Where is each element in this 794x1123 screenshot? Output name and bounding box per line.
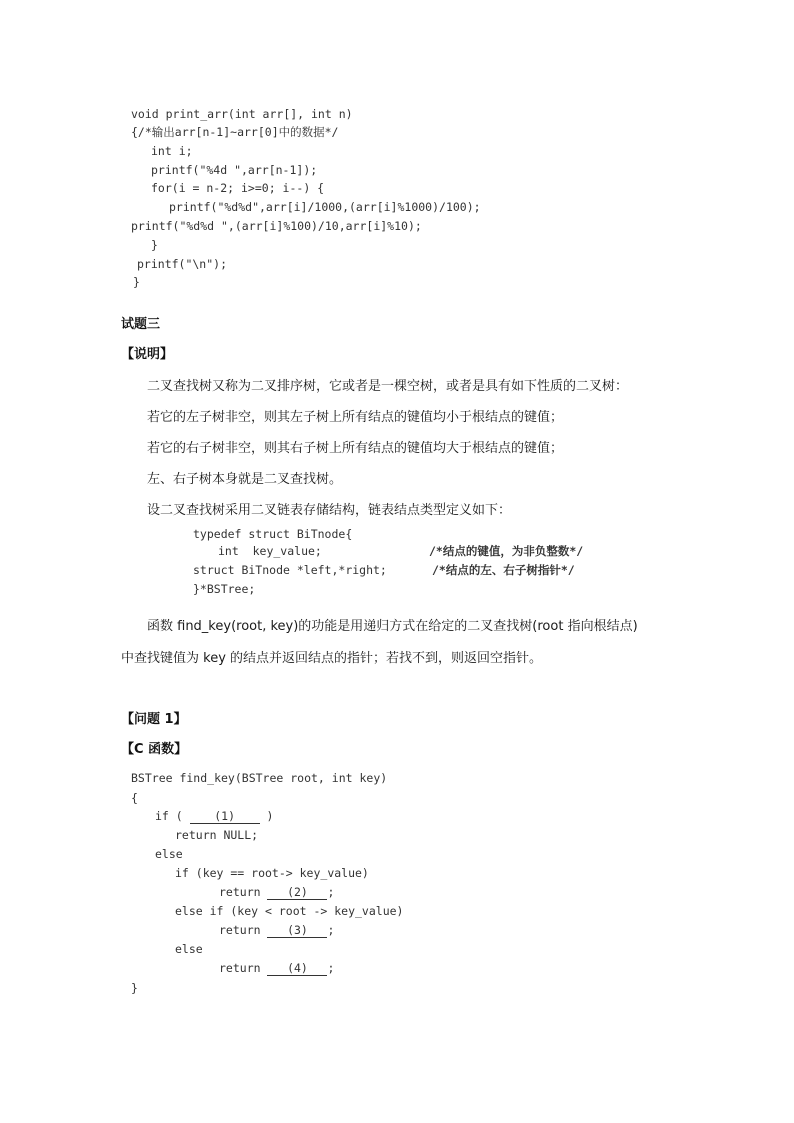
code-line: printf("%d%d ",(arr[i]%100)/10,arr[i]%10); xyxy=(131,219,422,233)
question-heading: 【问题 1】 xyxy=(121,712,187,727)
code-text: ) xyxy=(259,809,274,823)
c-function-heading: 【C 函数】 xyxy=(121,742,188,757)
code-line: typedef struct BiTnode{ xyxy=(193,527,353,541)
paragraph: 左、右子树本身就是二叉查找树。 xyxy=(147,472,343,487)
code-line: else if (key < root -> key_value) xyxy=(175,904,404,918)
explain-heading: 【说明】 xyxy=(121,347,174,362)
code-text: return xyxy=(219,961,268,975)
code-line: struct BiTnode *left,*right; xyxy=(193,563,387,577)
code-comment: /*结点的左、右子树指针*/ xyxy=(432,563,575,577)
answer-blank-4: (4) xyxy=(267,963,327,976)
function-description: 函数 find_key(root, key)的功能是用递归方式在给定的二叉查找树(root 指向根结点) xyxy=(147,619,638,634)
paragraph: 若它的右子树非空，则其右子树上所有结点的键值均大于根结点的键值； xyxy=(147,441,564,456)
code-line: printf("%d%d",arr[i]/1000,(arr[i]%1000)/100); xyxy=(169,200,481,214)
code-line: for(i = n-2; i>=0; i--) { xyxy=(151,181,325,195)
code-text: ; xyxy=(327,923,335,937)
section-title: 试题三 xyxy=(121,317,161,332)
code-line: void print_arr(int arr[], int n) xyxy=(131,107,353,121)
code-line: {/*输出arr[n-1]~arr[0]中的数据*/ xyxy=(131,125,339,139)
code-line: } xyxy=(133,275,140,289)
code-text: ; xyxy=(327,961,335,975)
code-line: } xyxy=(131,981,138,995)
code-text: return xyxy=(219,885,268,899)
code-comment: /*结点的键值，为非负整数*/ xyxy=(429,544,584,558)
paragraph: 设二叉查找树采用二叉链表存储结构，链表结点类型定义如下： xyxy=(147,503,512,518)
code-line: } xyxy=(151,238,158,252)
code-line: BSTree find_key(BSTree root, int key) xyxy=(131,771,388,785)
code-line xyxy=(219,887,334,900)
paragraph: 二叉查找树又称为二叉排序树，它或者是一棵空树，或者是具有如下性质的二叉树： xyxy=(147,379,629,394)
code-text: if ( xyxy=(155,809,190,823)
function-description: 中查找键值为 key 的结点并返回结点的指针；若找不到，则返回空指针。 xyxy=(121,651,543,666)
code-line: printf("%4d ",arr[n-1]); xyxy=(151,163,318,177)
code-line: return NULL; xyxy=(175,828,259,842)
code-text: return xyxy=(219,923,268,937)
code-line: int i; xyxy=(151,144,193,158)
code-line xyxy=(219,925,334,938)
answer-blank-1: (1) xyxy=(190,811,260,824)
code-line: int key_value; xyxy=(218,544,322,558)
code-text: ; xyxy=(327,885,335,899)
answer-blank-2: (2) xyxy=(267,887,327,900)
code-line: else xyxy=(175,942,203,956)
paragraph: 若它的左子树非空，则其左子树上所有结点的键值均小于根结点的键值； xyxy=(147,410,564,425)
answer-blank-3: (3) xyxy=(267,925,327,938)
code-line: printf("\n"); xyxy=(137,257,228,271)
code-line: else xyxy=(155,847,183,861)
code-line: }*BSTree; xyxy=(193,582,256,596)
code-line xyxy=(155,811,273,824)
code-line: { xyxy=(131,791,138,805)
code-line: if (key == root-> key_value) xyxy=(175,866,369,880)
code-line xyxy=(219,963,334,976)
